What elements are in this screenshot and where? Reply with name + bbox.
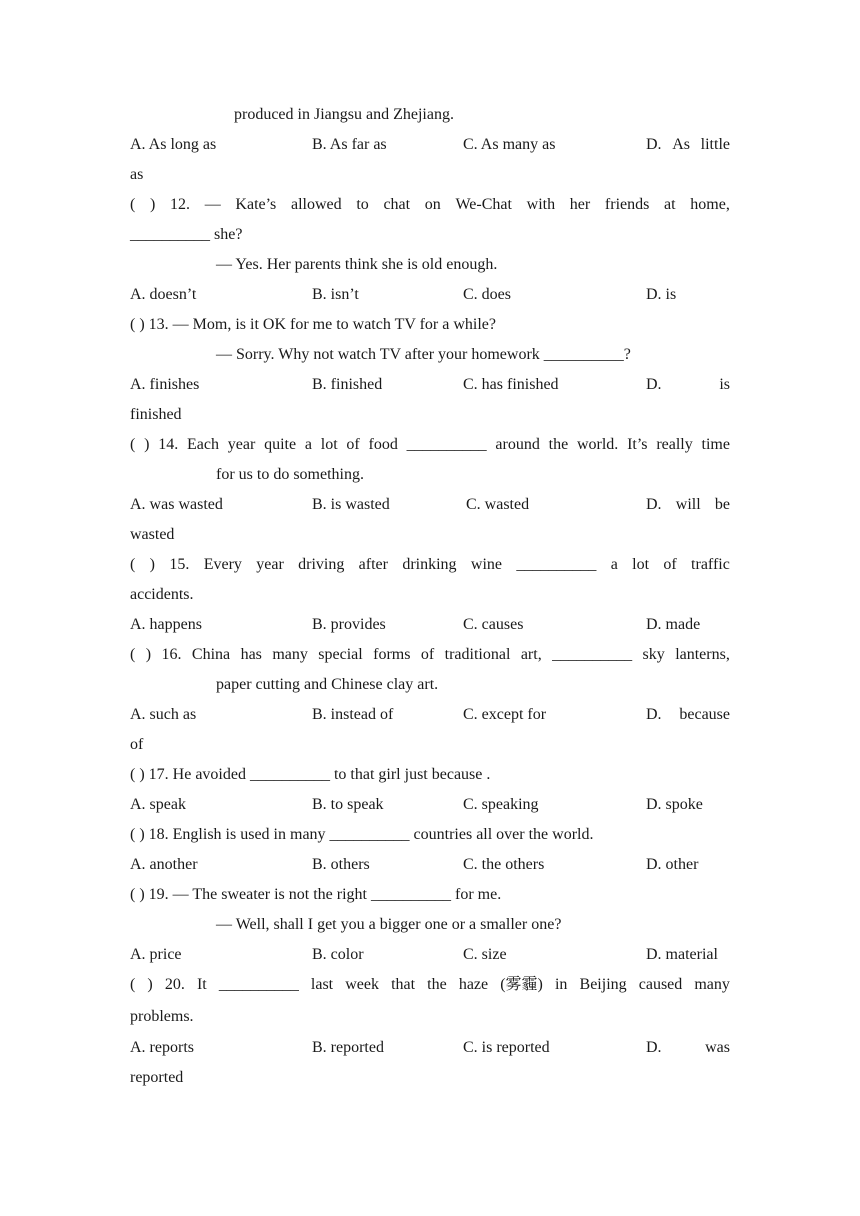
q11-option-d-wrap: as — [130, 166, 144, 183]
q11-option-d — [646, 135, 730, 155]
q15-question-continued: accidents. — [130, 586, 194, 603]
q12-option-a: A. doesn’t — [130, 286, 197, 303]
q17-question: ( ) 17. He avoided __________ to that girl just because . — [130, 766, 491, 783]
q16-option-a: A. such as — [130, 706, 197, 723]
q18-option-b: B. others — [312, 856, 370, 873]
q20-option-d-letter: D. — [646, 1039, 662, 1056]
q20-question: ( ) 20. It __________ last week that the haze (雾霾) in Beijing caused many — [130, 976, 730, 993]
q20-option-a: A. reports — [130, 1039, 194, 1056]
q14-option-d-wrap: wasted — [130, 526, 175, 543]
q14-option-d-word1: will — [675, 496, 701, 513]
q11-option-d-word2: little — [700, 136, 730, 153]
q12-question: ( ) 12. — Kate’s allowed to chat on We-Chat with her friends at home, — [130, 196, 730, 213]
q16-option-b: B. instead of — [312, 706, 394, 723]
q15-option-b: B. provides — [312, 616, 386, 633]
q14-question: ( ) 14. Each year quite a lot of food __________ around the world. It’s really time — [130, 436, 730, 453]
q12-option-c: C. does — [463, 286, 511, 303]
q19-option-d: D. material — [646, 946, 718, 963]
q12-option-b: B. isn’t — [312, 286, 359, 303]
q14-option-d-letter: D. — [646, 496, 662, 513]
q19-reply: — Well, shall I get you a bigger one or a smaller one? — [216, 916, 562, 933]
q11-option-b: B. As far as — [312, 136, 387, 153]
q13-option-b: B. finished — [312, 376, 383, 393]
q20-option-c: C. is reported — [463, 1039, 550, 1056]
q11-question-continued: produced in Jiangsu and Zhejiang. — [234, 106, 454, 123]
q14-option-d-word2: be — [714, 496, 730, 513]
q19-option-b: B. color — [312, 946, 364, 963]
q14-option-c: C. wasted — [466, 496, 530, 513]
q13-reply: — Sorry. Why not watch TV after your homework __________? — [216, 346, 631, 363]
q20-question-continued: problems. — [130, 1008, 194, 1025]
q15-option-d: D. made — [646, 616, 701, 633]
q19-question: ( ) 19. — The sweater is not the right __________ for me. — [130, 886, 502, 903]
q20-option-b: B. reported — [312, 1039, 384, 1056]
q17-option-d: D. spoke — [646, 796, 703, 813]
q15-question: ( ) 15. Every year driving after drinking wine __________ a lot of traffic — [130, 556, 730, 573]
q19-option-a: A. price — [130, 946, 182, 963]
q18-option-c: C. the others — [463, 856, 545, 873]
q12-question-continued: __________ she? — [130, 226, 243, 243]
q12-reply: — Yes. Her parents think she is old enough. — [216, 256, 498, 273]
q12-option-d: D. is — [646, 286, 677, 303]
q16-option-d-word1: because — [679, 706, 730, 723]
q13-option-d-wrap: finished — [130, 406, 182, 423]
q13-option-a: A. finishes — [130, 376, 200, 393]
q13-option-d — [646, 375, 730, 395]
q11-option-c: C. As many as — [463, 136, 556, 153]
q19-option-c: C. size — [463, 946, 507, 963]
q11-option-d-word1: As — [672, 136, 690, 153]
q15-option-c: C. causes — [463, 616, 524, 633]
q13-option-d-word1: is — [719, 376, 730, 393]
q18-option-d: D. other — [646, 856, 699, 873]
q16-option-d — [646, 705, 730, 725]
q11-option-d-letter: D. — [646, 136, 662, 153]
q16-option-d-wrap: of — [130, 736, 144, 753]
q18-option-a: A. another — [130, 856, 198, 873]
q11-option-a: A. As long as — [130, 136, 217, 153]
q14-option-a: A. was wasted — [130, 496, 223, 513]
q16-option-c: C. except for — [463, 706, 547, 723]
q20-option-d-word1: was — [705, 1039, 730, 1056]
q17-option-b: B. to speak — [312, 796, 384, 813]
q13-question: ( ) 13. — Mom, is it OK for me to watch TV for a while? — [130, 316, 497, 333]
q20-option-d-wrap: reported — [130, 1069, 184, 1086]
q16-question: ( ) 16. China has many special forms of traditional art, __________ sky lanterns, — [130, 646, 730, 663]
q13-option-c: C. has finished — [463, 376, 559, 393]
q16-option-d-letter: D. — [646, 706, 662, 723]
q14-question-continued: for us to do something. — [216, 466, 364, 483]
q14-option-b: B. is wasted — [312, 496, 390, 513]
q13-option-d-letter: D. — [646, 376, 662, 393]
q16-question-continued: paper cutting and Chinese clay art. — [216, 676, 439, 693]
q20-option-d — [646, 1038, 730, 1058]
q17-option-a: A. speak — [130, 796, 186, 813]
q14-option-d — [646, 495, 730, 515]
q15-option-a: A. happens — [130, 616, 202, 633]
q17-option-c: C. speaking — [463, 796, 539, 813]
q18-question: ( ) 18. English is used in many __________ countries all over the world. — [130, 826, 594, 843]
